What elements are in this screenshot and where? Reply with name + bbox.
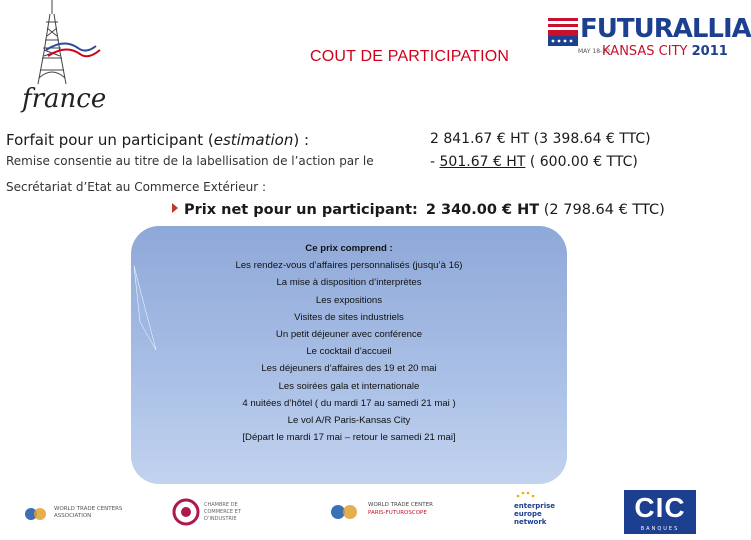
secretariat-label: Secrétariat d’Etat au Commerce Extérieur : bbox=[6, 180, 266, 194]
enterprise-europe-network-logo bbox=[512, 490, 568, 534]
france-logo bbox=[12, 0, 112, 128]
inclusion-item: 4 nuitées d’hôtel ( du mardi 17 au samedi 21 mai ) bbox=[242, 397, 456, 409]
cci-emblem-icon bbox=[172, 494, 200, 530]
wtca-text: WORLD TRADE CENTERS ASSOCIATION bbox=[54, 506, 123, 519]
forfait-label bbox=[6, 131, 309, 149]
inclusion-item: Les soirées gala et internationale bbox=[278, 380, 420, 392]
remise-prefix: - bbox=[430, 154, 440, 170]
net-price-row bbox=[172, 202, 665, 218]
een-line1: enterprise bbox=[514, 502, 556, 510]
inclusions-list bbox=[131, 240, 567, 446]
cic-sub-box bbox=[624, 526, 696, 534]
net-price-ttc: (2 798.64 € TTC) bbox=[539, 202, 665, 218]
inclusion-item: Visites de sites industriels bbox=[294, 311, 404, 323]
futurallia-dates: MAY 18-20 bbox=[578, 48, 610, 55]
futurallia-logo bbox=[548, 14, 751, 66]
flag-icon bbox=[548, 18, 578, 58]
remise-price bbox=[430, 154, 638, 170]
cci-text: CHAMBRE DE COMMERCE ET D’INDUSTRIE bbox=[204, 502, 241, 522]
inclusion-item: La mise à disposition d’interprètes bbox=[276, 277, 422, 289]
inclusion-item: Le cocktail d’accueil bbox=[306, 346, 392, 358]
een-line3: network bbox=[514, 518, 547, 526]
cic-box bbox=[624, 490, 696, 526]
inclusion-item: Les expositions bbox=[315, 294, 383, 306]
futurallia-city: KANSAS CITY bbox=[602, 44, 688, 59]
een-line2: europe bbox=[514, 510, 542, 518]
futurallia-city-line bbox=[602, 44, 728, 59]
remise-ttc: ( 600.00 € TTC) bbox=[525, 154, 638, 170]
page-title: COUT DE PARTICIPATION bbox=[310, 48, 510, 65]
wtc-paris-futuroscope-logo bbox=[330, 490, 450, 534]
remise-label: Remise consentie au titre de la labellisation de l’action par le bbox=[6, 154, 374, 168]
futurallia-word: FUTURALLIA bbox=[580, 14, 751, 44]
inclusions-heading: Ce prix comprend : bbox=[305, 243, 393, 254]
wtc-fp-line1: WORLD TRADE CENTER bbox=[368, 502, 433, 508]
cic-sub: BANQUES bbox=[640, 526, 680, 532]
inclusion-item: Les déjeuners d’affaires des 19 et 20 mai bbox=[261, 363, 437, 375]
wtc-globe-icon bbox=[330, 502, 362, 522]
wtca-globe-icon bbox=[24, 504, 50, 524]
forfait-label-italic: estimation bbox=[213, 131, 294, 149]
inclusion-item: [Départ le mardi 17 mai – retour le samedi 21 mai] bbox=[242, 432, 456, 444]
inclusion-item: Les rendez-vous d’affaires personnalisés (jusqu’à 16) bbox=[235, 260, 463, 272]
forfait-price: 2 841.67 € HT (3 398.64 € TTC) bbox=[430, 131, 651, 147]
wtc-fp-line2: PARIS-FUTUROSCOPE bbox=[368, 510, 427, 516]
arrow-right-icon bbox=[172, 203, 178, 213]
remise-ht: 501.67 € HT bbox=[439, 154, 526, 170]
forfait-label-prefix: Forfait pour un participant ( bbox=[6, 131, 214, 149]
futurallia-year: 2011 bbox=[691, 44, 728, 59]
wtca-logo bbox=[24, 490, 134, 534]
france-logo-text: france bbox=[22, 84, 107, 114]
inclusion-item: Le vol A/R Paris-Kansas City bbox=[287, 415, 411, 427]
net-label: Prix net pour un participant: bbox=[184, 202, 418, 218]
cic-text: CIC bbox=[634, 492, 686, 523]
cci-logo bbox=[172, 490, 272, 534]
cic-logo bbox=[624, 490, 696, 534]
forfait-label-suffix: ) : bbox=[293, 131, 310, 149]
eu-stars-icon bbox=[514, 490, 536, 502]
inclusion-item: Un petit déjeuner avec conférence bbox=[275, 329, 423, 341]
net-price-ht: 2 340.00 € HT bbox=[425, 202, 540, 218]
